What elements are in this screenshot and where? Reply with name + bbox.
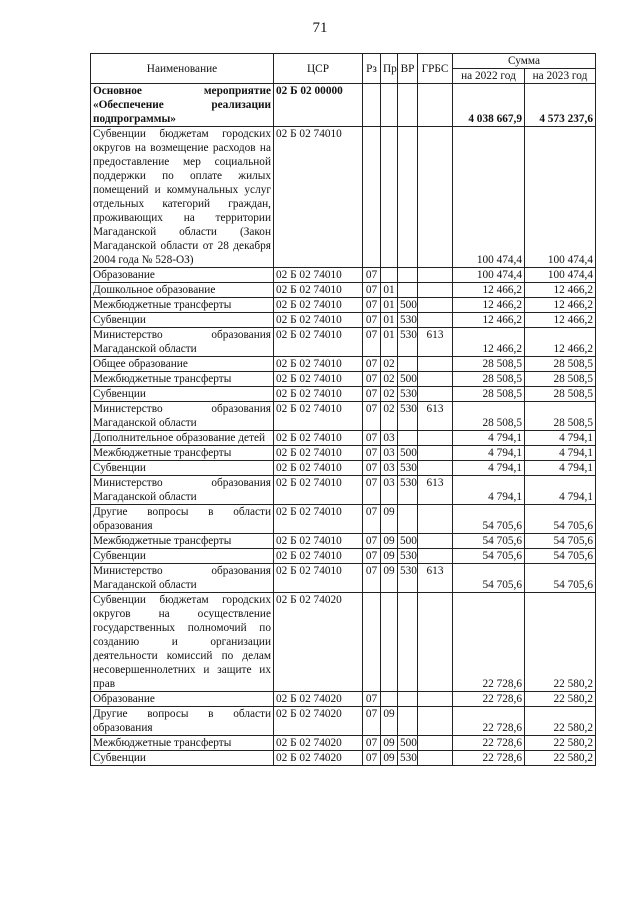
row-rz: 07 bbox=[363, 431, 381, 446]
table-row bbox=[91, 387, 596, 402]
row-grbs bbox=[418, 505, 453, 534]
row-grbs bbox=[418, 534, 453, 549]
row-csr: 02 Б 02 74020 bbox=[274, 751, 363, 766]
row-pr: 02 bbox=[381, 372, 398, 387]
table-body bbox=[91, 84, 596, 766]
row-rz: 07 bbox=[363, 549, 381, 564]
row-csr: 02 Б 02 74020 bbox=[274, 707, 363, 736]
row-name: Субвенции bbox=[91, 549, 274, 564]
row-sum-2022: 22 728,6 bbox=[453, 751, 525, 766]
row-name: Министерство образования Магаданской области bbox=[91, 328, 274, 357]
row-sum-2023: 4 794,1 bbox=[525, 461, 596, 476]
row-grbs bbox=[418, 736, 453, 751]
row-name: Образование bbox=[91, 268, 274, 283]
row-csr: 02 Б 02 74010 bbox=[274, 283, 363, 298]
row-rz: 07 bbox=[363, 707, 381, 736]
row-name: Межбюджетные трансферты bbox=[91, 534, 274, 549]
row-grbs bbox=[418, 372, 453, 387]
table-row bbox=[91, 564, 596, 593]
table-row bbox=[91, 84, 596, 127]
row-rz: 07 bbox=[363, 328, 381, 357]
row-name: Министерство образования Магаданской области bbox=[91, 564, 274, 593]
row-sum-2023: 28 508,5 bbox=[525, 357, 596, 372]
row-csr: 02 Б 02 74010 bbox=[274, 431, 363, 446]
row-vr bbox=[398, 707, 418, 736]
row-sum-2022: 54 705,6 bbox=[453, 549, 525, 564]
row-csr: 02 Б 02 74010 bbox=[274, 505, 363, 534]
row-name: Министерство образования Магаданской области bbox=[91, 476, 274, 505]
table-row bbox=[91, 313, 596, 328]
row-pr: 03 bbox=[381, 431, 398, 446]
row-grbs bbox=[418, 707, 453, 736]
row-grbs bbox=[418, 313, 453, 328]
row-pr: 03 bbox=[381, 446, 398, 461]
header-name: Наименование bbox=[91, 54, 274, 84]
row-sum-2022: 28 508,5 bbox=[453, 357, 525, 372]
row-pr bbox=[381, 593, 398, 692]
row-vr: 500 bbox=[398, 736, 418, 751]
header-pr: Пр bbox=[381, 54, 398, 84]
row-pr: 09 bbox=[381, 534, 398, 549]
row-vr: 500 bbox=[398, 372, 418, 387]
row-pr: 01 bbox=[381, 283, 398, 298]
row-csr: 02 Б 02 74010 bbox=[274, 127, 363, 268]
row-grbs bbox=[418, 446, 453, 461]
row-vr bbox=[398, 84, 418, 127]
row-pr: 02 bbox=[381, 387, 398, 402]
row-grbs bbox=[418, 298, 453, 313]
row-sum-2023: 12 466,2 bbox=[525, 298, 596, 313]
table-row bbox=[91, 268, 596, 283]
row-sum-2023: 28 508,5 bbox=[525, 387, 596, 402]
row-csr: 02 Б 02 74010 bbox=[274, 446, 363, 461]
row-vr bbox=[398, 127, 418, 268]
row-vr: 500 bbox=[398, 534, 418, 549]
row-sum-2022: 12 466,2 bbox=[453, 313, 525, 328]
row-pr: 03 bbox=[381, 476, 398, 505]
row-rz: 07 bbox=[363, 534, 381, 549]
row-sum-2023: 54 705,6 bbox=[525, 564, 596, 593]
row-rz: 07 bbox=[363, 564, 381, 593]
row-rz: 07 bbox=[363, 461, 381, 476]
row-vr bbox=[398, 692, 418, 707]
row-pr: 01 bbox=[381, 313, 398, 328]
row-csr: 02 Б 02 00000 bbox=[274, 84, 363, 127]
row-name: Субвенции бюджетам городских округов на возмещение расходов на предоставление мер социальной поддержки по оплате жилых помещений и коммунальных услуг отдельных категорий граждан, проживающих на территории Магаданской области (Закон Магаданской области от 28 декабря 2004 года № 528-ОЗ) bbox=[91, 127, 274, 268]
row-vr bbox=[398, 283, 418, 298]
row-name: Основное мероприятие «Обеспечение реализации подпрограммы» bbox=[91, 84, 274, 127]
row-sum-2023: 28 508,5 bbox=[525, 372, 596, 387]
row-vr: 530 bbox=[398, 461, 418, 476]
row-grbs bbox=[418, 431, 453, 446]
row-sum-2023: 22 580,2 bbox=[525, 692, 596, 707]
header-year-2023: на 2023 год bbox=[525, 69, 596, 84]
table-row bbox=[91, 328, 596, 357]
row-rz: 07 bbox=[363, 751, 381, 766]
row-pr bbox=[381, 84, 398, 127]
table-row bbox=[91, 402, 596, 431]
row-sum-2022: 4 794,1 bbox=[453, 431, 525, 446]
row-sum-2022: 28 508,5 bbox=[453, 402, 525, 431]
row-csr: 02 Б 02 74010 bbox=[274, 476, 363, 505]
row-name: Межбюджетные трансферты bbox=[91, 736, 274, 751]
header-row bbox=[91, 54, 596, 69]
row-vr: 500 bbox=[398, 446, 418, 461]
row-vr: 530 bbox=[398, 476, 418, 505]
row-grbs bbox=[418, 751, 453, 766]
header-vr: ВР bbox=[398, 54, 418, 84]
row-csr: 02 Б 02 74020 bbox=[274, 593, 363, 692]
row-sum-2023: 22 580,2 bbox=[525, 751, 596, 766]
row-csr: 02 Б 02 74010 bbox=[274, 313, 363, 328]
row-sum-2022: 12 466,2 bbox=[453, 328, 525, 357]
row-pr: 09 bbox=[381, 707, 398, 736]
row-pr: 09 bbox=[381, 751, 398, 766]
row-sum-2022: 4 794,1 bbox=[453, 446, 525, 461]
row-csr: 02 Б 02 74020 bbox=[274, 736, 363, 751]
row-sum-2022: 22 728,6 bbox=[453, 593, 525, 692]
row-rz: 07 bbox=[363, 357, 381, 372]
table-row bbox=[91, 372, 596, 387]
row-rz bbox=[363, 84, 381, 127]
row-sum-2023: 4 573 237,6 bbox=[525, 84, 596, 127]
row-grbs bbox=[418, 84, 453, 127]
row-csr: 02 Б 02 74010 bbox=[274, 328, 363, 357]
table-row bbox=[91, 476, 596, 505]
table-row bbox=[91, 461, 596, 476]
row-grbs bbox=[418, 357, 453, 372]
row-sum-2023: 28 508,5 bbox=[525, 402, 596, 431]
row-vr bbox=[398, 593, 418, 692]
table-row bbox=[91, 593, 596, 692]
row-rz: 07 bbox=[363, 446, 381, 461]
row-vr: 530 bbox=[398, 564, 418, 593]
row-pr: 01 bbox=[381, 328, 398, 357]
row-sum-2022: 28 508,5 bbox=[453, 387, 525, 402]
budget-table bbox=[90, 53, 596, 766]
row-rz: 07 bbox=[363, 283, 381, 298]
row-csr: 02 Б 02 74010 bbox=[274, 461, 363, 476]
row-rz: 07 bbox=[363, 298, 381, 313]
row-sum-2023: 22 580,2 bbox=[525, 593, 596, 692]
page-number: 71 bbox=[312, 20, 328, 36]
row-rz: 07 bbox=[363, 372, 381, 387]
row-csr: 02 Б 02 74010 bbox=[274, 268, 363, 283]
row-vr bbox=[398, 357, 418, 372]
row-grbs bbox=[418, 127, 453, 268]
row-name: Субвенции бюджетам городских округов на осуществление государственных полномочий по созданию и организации деятельности комиссий по делам несовершеннолетних и защите их прав bbox=[91, 593, 274, 692]
row-csr: 02 Б 02 74010 bbox=[274, 534, 363, 549]
row-grbs bbox=[418, 283, 453, 298]
row-vr: 530 bbox=[398, 549, 418, 564]
row-rz: 07 bbox=[363, 505, 381, 534]
row-sum-2022: 54 705,6 bbox=[453, 534, 525, 549]
row-sum-2022: 22 728,6 bbox=[453, 736, 525, 751]
row-vr bbox=[398, 268, 418, 283]
row-grbs bbox=[418, 692, 453, 707]
header-year-2022: на 2022 год bbox=[453, 69, 525, 84]
row-rz: 07 bbox=[363, 736, 381, 751]
row-name: Министерство образования Магаданской области bbox=[91, 402, 274, 431]
row-pr: 01 bbox=[381, 298, 398, 313]
row-rz: 07 bbox=[363, 313, 381, 328]
table-row bbox=[91, 549, 596, 564]
row-vr bbox=[398, 431, 418, 446]
table-row bbox=[91, 446, 596, 461]
row-name: Общее образование bbox=[91, 357, 274, 372]
row-rz: 07 bbox=[363, 387, 381, 402]
row-sum-2022: 4 794,1 bbox=[453, 476, 525, 505]
row-sum-2023: 100 474,4 bbox=[525, 268, 596, 283]
row-sum-2023: 4 794,1 bbox=[525, 446, 596, 461]
row-pr: 09 bbox=[381, 736, 398, 751]
table-row bbox=[91, 505, 596, 534]
row-name: Дошкольное образование bbox=[91, 283, 274, 298]
row-sum-2023: 4 794,1 bbox=[525, 431, 596, 446]
row-vr: 530 bbox=[398, 387, 418, 402]
row-sum-2022: 4 038 667,9 bbox=[453, 84, 525, 127]
row-name: Субвенции bbox=[91, 387, 274, 402]
row-csr: 02 Б 02 74010 bbox=[274, 402, 363, 431]
row-sum-2023: 100 474,4 bbox=[525, 127, 596, 268]
row-grbs bbox=[418, 268, 453, 283]
table-row bbox=[91, 707, 596, 736]
row-sum-2023: 22 580,2 bbox=[525, 707, 596, 736]
row-rz: 07 bbox=[363, 476, 381, 505]
row-pr: 09 bbox=[381, 505, 398, 534]
row-name: Дополнительное образование детей bbox=[91, 431, 274, 446]
row-sum-2023: 22 580,2 bbox=[525, 736, 596, 751]
header-rz: Рз bbox=[363, 54, 381, 84]
row-csr: 02 Б 02 74010 bbox=[274, 372, 363, 387]
row-rz: 07 bbox=[363, 268, 381, 283]
row-pr bbox=[381, 268, 398, 283]
table-row bbox=[91, 127, 596, 268]
row-sum-2022: 100 474,4 bbox=[453, 127, 525, 268]
row-vr: 530 bbox=[398, 402, 418, 431]
row-grbs: 613 bbox=[418, 476, 453, 505]
row-sum-2022: 22 728,6 bbox=[453, 692, 525, 707]
row-grbs: 613 bbox=[418, 328, 453, 357]
row-name: Межбюджетные трансферты bbox=[91, 372, 274, 387]
table-row bbox=[91, 692, 596, 707]
row-grbs: 613 bbox=[418, 402, 453, 431]
row-sum-2023: 54 705,6 bbox=[525, 534, 596, 549]
row-csr: 02 Б 02 74010 bbox=[274, 298, 363, 313]
row-pr: 02 bbox=[381, 357, 398, 372]
table-row bbox=[91, 431, 596, 446]
row-pr: 09 bbox=[381, 549, 398, 564]
row-vr: 500 bbox=[398, 298, 418, 313]
row-sum-2023: 4 794,1 bbox=[525, 476, 596, 505]
row-csr: 02 Б 02 74010 bbox=[274, 549, 363, 564]
row-sum-2022: 54 705,6 bbox=[453, 505, 525, 534]
row-grbs: 613 bbox=[418, 564, 453, 593]
row-grbs bbox=[418, 549, 453, 564]
row-sum-2023: 54 705,6 bbox=[525, 549, 596, 564]
table-row bbox=[91, 298, 596, 313]
row-sum-2022: 100 474,4 bbox=[453, 268, 525, 283]
row-csr: 02 Б 02 74020 bbox=[274, 692, 363, 707]
row-sum-2022: 12 466,2 bbox=[453, 298, 525, 313]
row-rz: 07 bbox=[363, 402, 381, 431]
table-row bbox=[91, 357, 596, 372]
row-vr: 530 bbox=[398, 751, 418, 766]
row-name: Межбюджетные трансферты bbox=[91, 446, 274, 461]
row-csr: 02 Б 02 74010 bbox=[274, 564, 363, 593]
row-pr: 03 bbox=[381, 461, 398, 476]
row-name: Межбюджетные трансферты bbox=[91, 298, 274, 313]
row-name: Другие вопросы в области образования bbox=[91, 707, 274, 736]
row-pr: 02 bbox=[381, 402, 398, 431]
row-sum-2022: 4 794,1 bbox=[453, 461, 525, 476]
row-sum-2023: 54 705,6 bbox=[525, 505, 596, 534]
row-grbs bbox=[418, 387, 453, 402]
row-sum-2023: 12 466,2 bbox=[525, 313, 596, 328]
row-rz: 07 bbox=[363, 692, 381, 707]
row-csr: 02 Б 02 74010 bbox=[274, 357, 363, 372]
row-sum-2022: 22 728,6 bbox=[453, 707, 525, 736]
row-grbs bbox=[418, 461, 453, 476]
header-csr: ЦСР bbox=[274, 54, 363, 84]
header-grbs: ГРБС bbox=[418, 54, 453, 84]
table-row bbox=[91, 736, 596, 751]
row-name: Образование bbox=[91, 692, 274, 707]
row-name: Субвенции bbox=[91, 751, 274, 766]
row-sum-2022: 12 466,2 bbox=[453, 283, 525, 298]
row-grbs bbox=[418, 593, 453, 692]
row-csr: 02 Б 02 74010 bbox=[274, 387, 363, 402]
row-sum-2023: 12 466,2 bbox=[525, 328, 596, 357]
table-row bbox=[91, 751, 596, 766]
row-name: Субвенции bbox=[91, 313, 274, 328]
row-vr: 530 bbox=[398, 328, 418, 357]
table-row bbox=[91, 283, 596, 298]
row-vr bbox=[398, 505, 418, 534]
row-pr bbox=[381, 692, 398, 707]
row-name: Субвенции bbox=[91, 461, 274, 476]
row-pr bbox=[381, 127, 398, 268]
table-row bbox=[91, 534, 596, 549]
row-sum-2022: 28 508,5 bbox=[453, 372, 525, 387]
row-rz bbox=[363, 593, 381, 692]
header-sum: Сумма bbox=[453, 54, 596, 69]
row-name: Другие вопросы в области образования bbox=[91, 505, 274, 534]
row-vr: 530 bbox=[398, 313, 418, 328]
row-pr: 09 bbox=[381, 564, 398, 593]
row-sum-2022: 54 705,6 bbox=[453, 564, 525, 593]
row-rz bbox=[363, 127, 381, 268]
row-sum-2023: 12 466,2 bbox=[525, 283, 596, 298]
